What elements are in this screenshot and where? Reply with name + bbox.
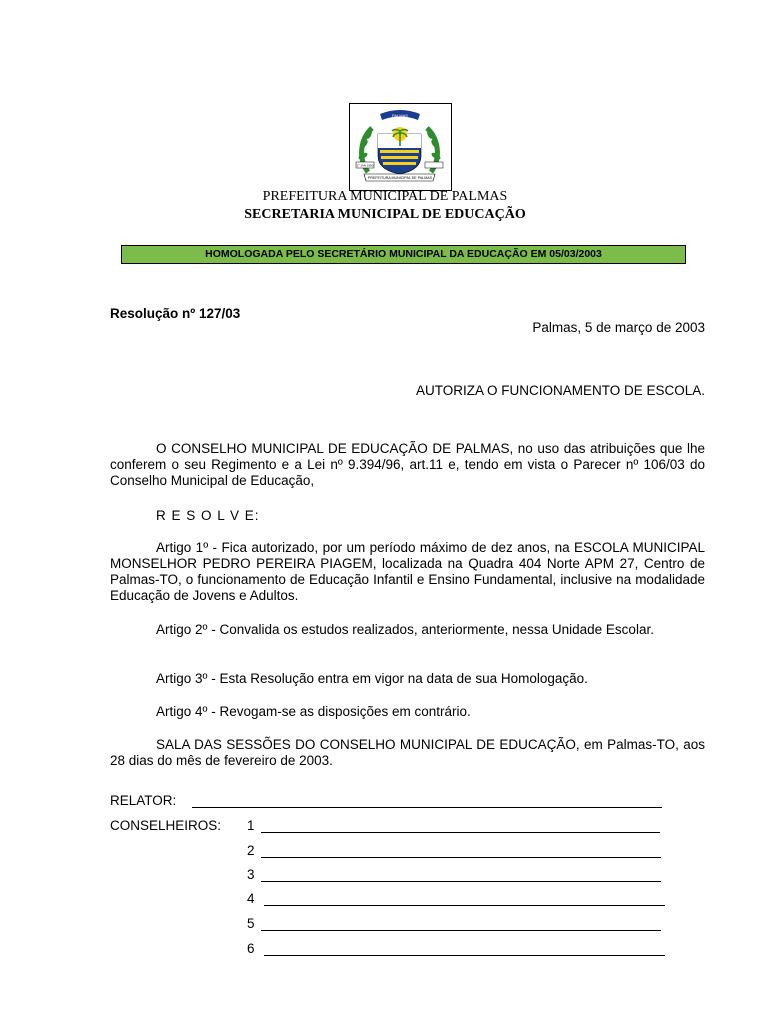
- conselheiro-signature-line: [261, 881, 661, 882]
- conselheiro-number: 3: [247, 867, 255, 882]
- conselheiro-signature-line: [261, 930, 661, 931]
- conselheiro-number: 2: [247, 843, 255, 858]
- article-1: [110, 540, 705, 604]
- resolution-title: AUTORIZA O FUNCIONAMENTO DE ESCOLA.: [415, 383, 705, 398]
- resolution-number: Resolução nº 127/03: [110, 306, 241, 321]
- logo-side-text: 1º JAN 1990: [356, 163, 374, 168]
- preamble-paragraph: [110, 441, 705, 489]
- article-2-text: Artigo 2º - Convalida os estudos realizados, anteriormente, nessa Unidade Escolar.: [156, 622, 654, 637]
- article-2: [110, 622, 705, 638]
- conselheiro-signature-line: [264, 955, 665, 956]
- conselheiro-number: 1: [247, 818, 255, 833]
- relator-signature-line: [192, 807, 662, 808]
- article-3: [110, 671, 705, 687]
- conselheiro-signature-line: [261, 857, 661, 858]
- conselheiros-label: CONSELHEIROS:: [110, 818, 222, 833]
- article-4: [110, 704, 705, 720]
- preamble-text: O CONSELHO MUNICIPAL DE EDUCAÇÃO DE PALMAS, no uso das atribuições que lhe conferem o seu Regimento e a Lei nº 9.394/96, art.11 e, tendo em vista o Parecer nº 106/03 do Conselho Municipal de Educação,: [110, 441, 705, 488]
- coat-of-arms-logo: [349, 103, 452, 191]
- article-4-text: Artigo 4º - Revogam-se as disposições em contrário.: [156, 704, 471, 719]
- relator-label: RELATOR:: [110, 793, 177, 808]
- conselheiro-number: 6: [247, 941, 255, 956]
- closing-text: SALA DAS SESSÕES DO CONSELHO MUNICIPAL DE EDUCAÇÃO, em Palmas-TO, aos 28 dias do mês de fevereiro de 2003.: [110, 737, 705, 768]
- header-secretaria: SECRETARIA MUNICIPAL DE EDUCAÇÃO: [244, 207, 526, 222]
- conselheiro-number: 5: [247, 916, 255, 931]
- logo-top-ribbon-text: PALMAS: [392, 113, 408, 118]
- homologation-banner: HOMOLOGADA PELO SECRETÁRIO MUNICIPAL DA EDUCAÇÃO EM 05/03/2003: [121, 245, 686, 264]
- resolve-heading: R E S O L V E:: [156, 508, 260, 523]
- conselheiro-number: 4: [247, 891, 255, 906]
- article-3-text: Artigo 3º - Esta Resolução entra em vigor na data de sua Homologação.: [156, 671, 588, 686]
- conselheiro-signature-line: [261, 832, 660, 833]
- conselheiro-signature-line: [264, 905, 665, 906]
- header-prefeitura: PREFEITURA MUNICIPAL DE PALMAS: [262, 189, 508, 204]
- article-1-text: Artigo 1º - Fica autorizado, por um período máximo de dez anos, na ESCOLA MUNICIPAL MONSELHOR PEDRO PEREIRA PIAGEM, localizada na Quadra 404 Norte APM 27, Centro de Palmas-TO, o funcionamento de Educação Infantil e Ensino Fundamental, inclusive na modalidade Educação de Jovens e Adultos.: [110, 540, 705, 603]
- document-date: Palmas, 5 de março de 2003: [532, 320, 705, 335]
- logo-bottom-ribbon-text: PREFEITURA MUNICIPAL DE PALMAS: [367, 176, 433, 180]
- closing-paragraph: [110, 737, 705, 769]
